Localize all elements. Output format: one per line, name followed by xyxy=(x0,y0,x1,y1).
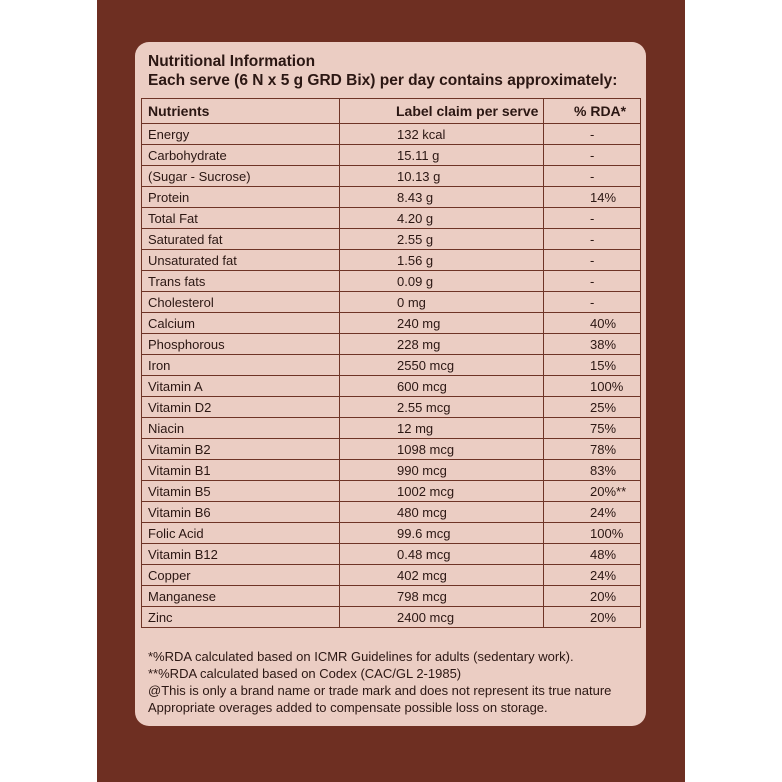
rda-value: - xyxy=(544,166,641,187)
rda-value: 25% xyxy=(544,397,641,418)
rda-value: 100% xyxy=(544,523,641,544)
nutrition-title: Nutritional Information xyxy=(148,53,316,70)
footnotes xyxy=(148,648,643,716)
table-row xyxy=(142,334,641,355)
rda-value: - xyxy=(544,229,641,250)
table-row xyxy=(142,208,641,229)
table-row xyxy=(142,418,641,439)
rda-value: - xyxy=(544,124,641,145)
rda-value: 40% xyxy=(544,313,641,334)
label-claim-value: 4.20 g xyxy=(340,208,544,229)
label-claim-value: 12 mg xyxy=(340,418,544,439)
nutrient-name: Manganese xyxy=(142,586,340,607)
table-header-row xyxy=(142,99,641,124)
label-claim-value: 1.56 g xyxy=(340,250,544,271)
nutrient-name: Folic Acid xyxy=(142,523,340,544)
label-claim-value: 8.43 g xyxy=(340,187,544,208)
nutrient-name: Protein xyxy=(142,187,340,208)
table-row xyxy=(142,355,641,376)
table-row xyxy=(142,397,641,418)
table-row xyxy=(142,166,641,187)
table-row xyxy=(142,250,641,271)
label-claim-value: 2.55 mcg xyxy=(340,397,544,418)
header-label-claim: Label claim per serve xyxy=(340,99,544,124)
label-claim-value: 402 mcg xyxy=(340,565,544,586)
nutrient-name: Vitamin D2 xyxy=(142,397,340,418)
nutrient-name: Niacin xyxy=(142,418,340,439)
rda-value: - xyxy=(544,271,641,292)
table-row xyxy=(142,229,641,250)
rda-value: 24% xyxy=(544,502,641,523)
footnote: **%RDA calculated based on Codex (CAC/GL 2-1985) xyxy=(148,666,462,681)
nutrition-subtitle: Each serve (6 N x 5 g GRD Bix) per day contains approximately: xyxy=(148,72,618,89)
rda-value: 100% xyxy=(544,376,641,397)
nutrient-name: Vitamin B6 xyxy=(142,502,340,523)
label-claim-value: 228 mg xyxy=(340,334,544,355)
nutrient-name: Saturated fat xyxy=(142,229,340,250)
table-row xyxy=(142,292,641,313)
rda-value: 38% xyxy=(544,334,641,355)
label-claim-value: 2550 mcg xyxy=(340,355,544,376)
rda-value: 24% xyxy=(544,565,641,586)
nutrient-name: Vitamin B12 xyxy=(142,544,340,565)
nutrient-name: Phosphorous xyxy=(142,334,340,355)
table-row xyxy=(142,565,641,586)
nutrient-name: Cholesterol xyxy=(142,292,340,313)
rda-value: 78% xyxy=(544,439,641,460)
table-row xyxy=(142,481,641,502)
footnote: @This is only a brand name or trade mark and does not represent its true nature xyxy=(148,683,612,698)
table-row xyxy=(142,439,641,460)
label-claim-value: 798 mcg xyxy=(340,586,544,607)
rda-value: - xyxy=(544,292,641,313)
rda-value: 75% xyxy=(544,418,641,439)
table-row xyxy=(142,376,641,397)
label-claim-value: 2400 mcg xyxy=(340,607,544,628)
nutrient-name: Energy xyxy=(142,124,340,145)
label-claim-value: 0 mg xyxy=(340,292,544,313)
table-row xyxy=(142,523,641,544)
header-rda: % RDA* xyxy=(544,99,641,124)
label-claim-value: 0.48 mcg xyxy=(340,544,544,565)
rda-value: 20% xyxy=(544,607,641,628)
nutrient-name: Unsaturated fat xyxy=(142,250,340,271)
rda-value: - xyxy=(544,208,641,229)
table-row xyxy=(142,271,641,292)
nutrient-name: Vitamin A xyxy=(142,376,340,397)
nutrition-table-body xyxy=(142,124,641,628)
nutrient-name: Iron xyxy=(142,355,340,376)
nutrient-name: (Sugar - Sucrose) xyxy=(142,166,340,187)
footnote: Appropriate overages added to compensate possible loss on storage. xyxy=(148,700,548,715)
nutrition-table xyxy=(141,98,641,628)
label-claim-value: 15.11 g xyxy=(340,145,544,166)
rda-value: 20%** xyxy=(544,481,641,502)
rda-value: 20% xyxy=(544,586,641,607)
nutrient-name: Zinc xyxy=(142,607,340,628)
rda-value: 83% xyxy=(544,460,641,481)
label-claim-value: 132 kcal xyxy=(340,124,544,145)
table-row xyxy=(142,124,641,145)
table-row xyxy=(142,586,641,607)
rda-value: 14% xyxy=(544,187,641,208)
nutrient-name: Vitamin B5 xyxy=(142,481,340,502)
table-row xyxy=(142,607,641,628)
rda-value: 48% xyxy=(544,544,641,565)
nutrient-name: Copper xyxy=(142,565,340,586)
label-claim-value: 1002 mcg xyxy=(340,481,544,502)
label-claim-value: 99.6 mcg xyxy=(340,523,544,544)
rda-value: - xyxy=(544,145,641,166)
table-row xyxy=(142,502,641,523)
label-claim-value: 600 mcg xyxy=(340,376,544,397)
label-claim-value: 990 mcg xyxy=(340,460,544,481)
table-row xyxy=(142,313,641,334)
table-row xyxy=(142,145,641,166)
label-claim-value: 2.55 g xyxy=(340,229,544,250)
rda-value: - xyxy=(544,250,641,271)
nutrient-name: Carbohydrate xyxy=(142,145,340,166)
label-claim-value: 480 mcg xyxy=(340,502,544,523)
header-nutrients: Nutrients xyxy=(142,99,340,124)
table-row xyxy=(142,187,641,208)
rda-value: 15% xyxy=(544,355,641,376)
label-claim-value: 0.09 g xyxy=(340,271,544,292)
nutrient-name: Calcium xyxy=(142,313,340,334)
table-row xyxy=(142,544,641,565)
nutrient-name: Total Fat xyxy=(142,208,340,229)
nutrition-heading xyxy=(148,52,648,90)
nutrient-name: Vitamin B1 xyxy=(142,460,340,481)
nutrient-name: Vitamin B2 xyxy=(142,439,340,460)
label-claim-value: 1098 mcg xyxy=(340,439,544,460)
table-row xyxy=(142,460,641,481)
footnote: *%RDA calculated based on ICMR Guidelines for adults (sedentary work). xyxy=(148,649,574,664)
label-claim-value: 240 mg xyxy=(340,313,544,334)
nutrient-name: Trans fats xyxy=(142,271,340,292)
label-claim-value: 10.13 g xyxy=(340,166,544,187)
